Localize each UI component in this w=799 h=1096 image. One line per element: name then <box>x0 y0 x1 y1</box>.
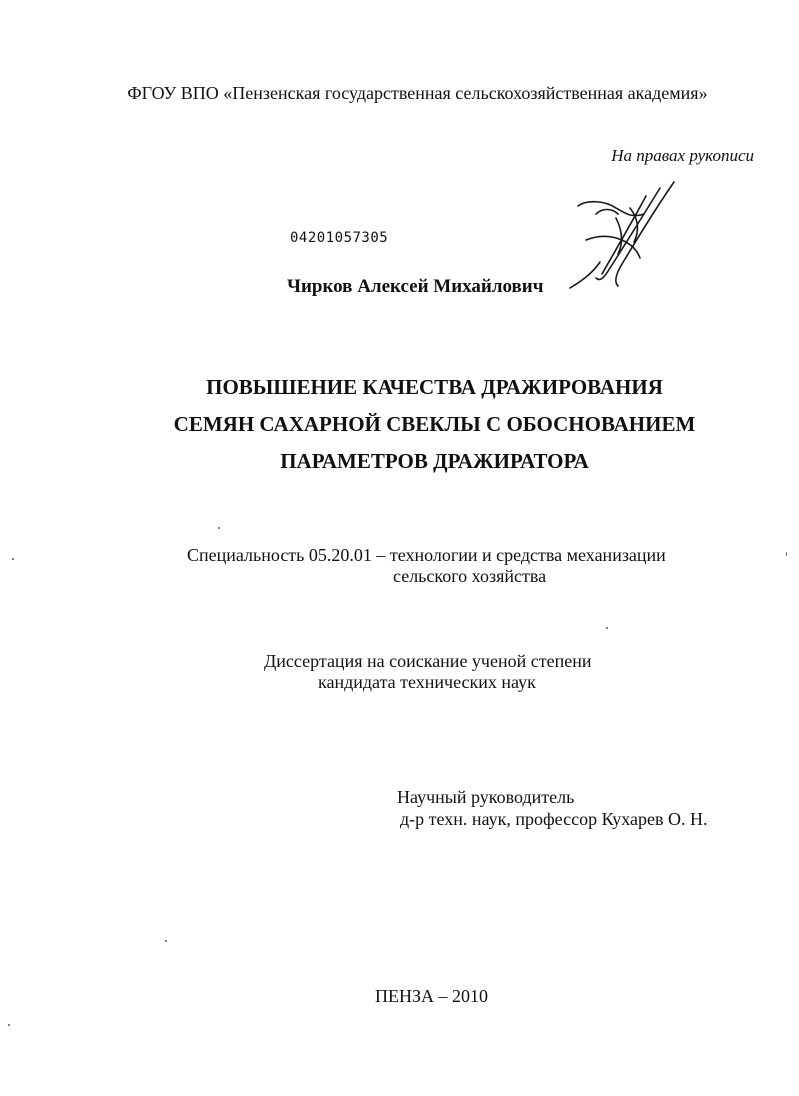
degree-line-1: Диссертация на соискание ученой степени <box>264 651 592 671</box>
library-code: 04201057305 <box>290 230 389 246</box>
supervisor-details: д-р техн. наук, профессор Кухарев О. Н. <box>400 809 708 829</box>
supervisor-label: Научный руководитель <box>397 787 575 807</box>
dissertation-title <box>0 369 799 480</box>
signature-image <box>556 178 680 296</box>
author-name: Чирков Алексей Михайлович <box>287 276 544 297</box>
city-year: ПЕНЗА – 2010 <box>375 986 489 1006</box>
title-line: ПАРАМЕТРОВ ДРАЖИРАТОРА <box>280 449 589 473</box>
institution-header: ФГОУ ВПО «Пензенская государственная сельскохозяйственная академия» <box>127 83 708 103</box>
rights-notice: На правах рукописи <box>611 146 754 165</box>
degree-line-2: кандидата технических наук <box>318 672 536 692</box>
title-line: СЕМЯН САХАРНОЙ СВЕКЛЫ С ОБОСНОВАНИЕМ <box>173 412 696 436</box>
scan-speck <box>12 558 14 560</box>
scan-speck <box>786 552 787 556</box>
title-line: ПОВЫШЕНИЕ КАЧЕСТВА ДРАЖИРОВАНИЯ <box>206 375 663 399</box>
scan-speck <box>606 627 608 629</box>
specialty-line-1: Специальность 05.20.01 – технологии и средства механизации <box>187 545 666 565</box>
scan-speck <box>165 940 167 942</box>
scan-speck <box>218 527 220 529</box>
scan-speck <box>8 1024 10 1026</box>
specialty-line-2: сельского хозяйства <box>393 566 547 586</box>
